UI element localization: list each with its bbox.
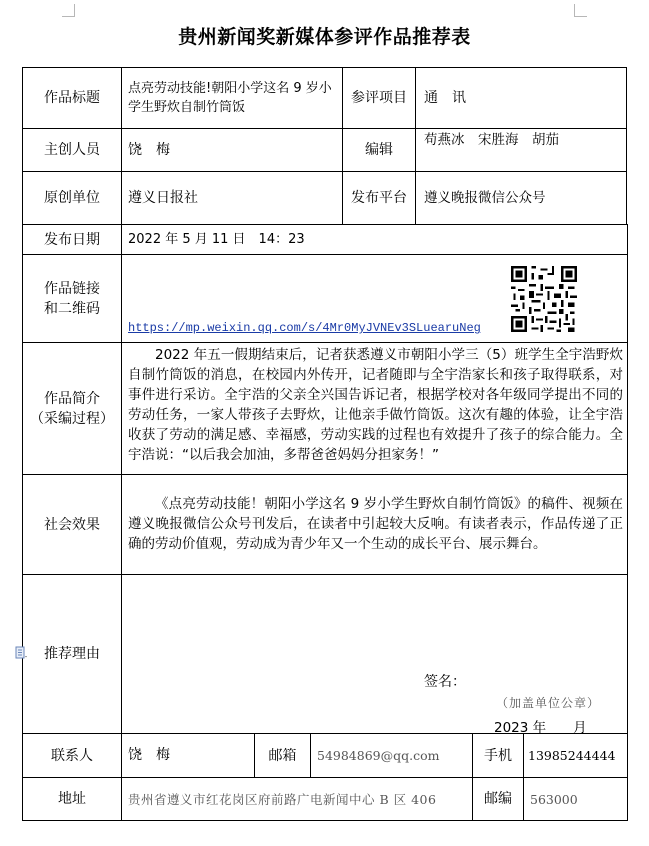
email-value [310,733,473,778]
editor-text: 苟燕冰 宋胜海 胡茄 [424,132,559,148]
reason-label: 推荐理由 [22,574,122,734]
contact-text: 饶 梅 [128,747,170,763]
reason-date: 2023 年 月 [494,720,587,734]
page-corner-mark-left [62,4,75,17]
phone-text: 13985244444 [528,748,616,763]
unit-text: 遵义日报社 [128,189,198,206]
editor-label: 编辑 [342,128,416,172]
platform-value [415,171,627,225]
date-value [121,224,628,255]
page-corner-mark-right [574,4,587,17]
summary-label-line2: （采编过程） [30,410,114,427]
unit-label: 原创单位 [22,171,122,225]
link-label-line1: 作品链接 [44,280,100,297]
phone-label: 手机 [472,733,524,778]
contact-value [121,733,255,778]
link-label-line2: 和二维码 [44,300,100,317]
date-text: 2022 年 5 月 11 日 14：23 [128,232,305,247]
address-text: 贵州省遵义市红花岗区府前路广电新闻中心 B 区 406 [128,791,437,807]
stamp-note: （加盖单位公章） [496,696,601,710]
category-label: 参评项目 [342,67,416,129]
category-value [415,67,627,129]
contact-label: 联系人 [22,733,122,778]
effect-value [121,474,628,575]
effect-text: 《点亮劳动技能！朝阳小学这名 9 岁小学生野炊自制竹筒饭》的稿件、视频在遵义晚报微信公众号刊发后，在读者中引起较大反响。有读者表示，作品传递了正确的劳动价值观，劳动成为青少年又一个生动的成长平台、展示舞台。 [128,496,623,552]
date-label: 发布日期 [22,224,122,255]
zip-label: 邮编 [472,777,524,821]
qr-code-icon [511,266,577,332]
article-link[interactable]: https://mp.weixin.qq.com/s/4Mr0MyJVNEv3SLuearuNeg [128,321,481,335]
platform-text: 遵义晚报微信公众号 [424,189,546,206]
reason-value [121,574,628,734]
creator-value [121,128,343,172]
summary-label [22,342,122,475]
editor-value [415,128,627,172]
form-title: 贵州新闻奖新媒体参评作品推荐表 [178,26,471,48]
summary-text: 2022 年五一假期结束后，记者获悉遵义市朝阳小学三（5）班学生全宇浩野炊自制竹筒饭的消息，在校园内外传开，记者随即与全宇浩家长和孩子取得联系，对事件进行采访。全宇浩的父亲全兴国告诉记者，根据学校对各年级同学提出不同的劳动任务，一家人带孩子去野炊，让他亲手做竹筒饭。这次有趣的体验，让全宇浩收获了劳动的满足感、幸福感，劳动实践的过程也有效提升了孩子的综合能力。全宇浩说：“以后我会加油，多帮爸爸妈妈分担家务！” [128,347,623,463]
address-value [121,777,473,821]
document-icon[interactable] [14,646,28,660]
effect-label: 社会效果 [22,474,122,575]
phone-value [523,733,628,778]
creator-text: 饶 梅 [128,141,170,158]
summary-label-line1: 作品简介 [44,390,100,407]
work-title-value [121,67,343,129]
link-label [22,254,122,343]
address-label: 地址 [22,777,122,821]
work-title-text: 点亮劳动技能!朝阳小学这名 9 岁小学生野炊自制竹筒饭 [128,81,332,115]
email-text: 54984869@qq.com [317,748,440,763]
platform-label: 发布平台 [342,171,416,225]
unit-value [121,171,343,225]
email-label: 邮箱 [254,733,311,778]
summary-value [121,342,628,475]
zip-value [523,777,628,821]
zip-text: 563000 [530,791,578,807]
work-title-label: 作品标题 [22,67,122,129]
category-text: 通 讯 [424,89,466,106]
signature-label: 签名： [424,674,466,690]
creator-label: 主创人员 [22,128,122,172]
